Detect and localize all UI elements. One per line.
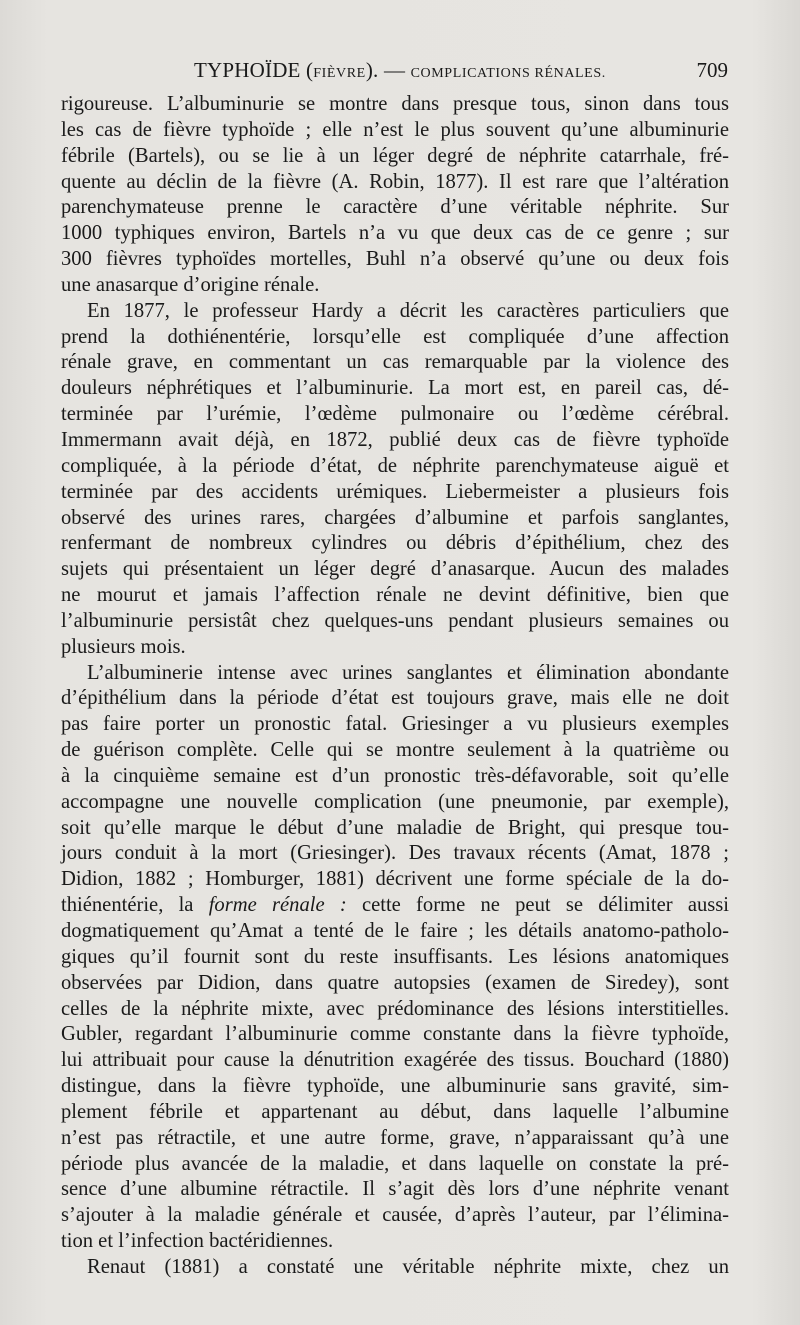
running-title-section: COMPLICATIONS RÉNALES.	[410, 66, 606, 81]
text-line: rigoureuse. L’albuminurie se montre dans presque tous, sinon dans tous	[61, 93, 729, 115]
text-line: sujets qui présentaient un léger degré d’anasarque. Aucun des malades	[61, 558, 729, 581]
text-line: Renaut (1881) a constaté une véritable néphrite mixte, chez un	[87, 1255, 729, 1278]
text-line: dogmatiquement qu’Amat a tenté de le faire ; les détails anatomo-patholo-	[61, 920, 729, 942]
text-line: ne mourut et jamais l’affection rénale ne devint définitive, bien que	[61, 584, 729, 607]
text-line: terminée par l’urémie, l’œdème pulmonaire ou l’œdème cérébral.	[61, 403, 729, 426]
italic-term: forme rénale :	[208, 894, 347, 917]
text-span: cette forme ne peut se délimiter aussi	[346, 894, 730, 917]
text-line: Gubler, regardant l’albuminurie comme constante dans la fièvre typhoïde,	[61, 1023, 729, 1046]
text-line: d’épithélium dans la période d’état est toujours grave, mais elle ne doit	[61, 687, 729, 710]
text-line: plusieurs mois.	[61, 635, 186, 658]
text-line: En 1877, le professeur Hardy a décrit les caractères particuliers que	[87, 299, 729, 322]
text-line: terminée par des accidents urémiques. Liebermeister a plusieurs fois	[61, 480, 729, 503]
text-line: Immermann avait déjà, en 1872, publié deux cas de fièvre typhoïde	[61, 428, 729, 451]
text-line: distingue, dans la fièvre typhoïde, une albuminurie sans gravité, sim-	[61, 1075, 729, 1098]
text-line: n’est pas rétractile, et une autre forme, grave, n’apparaissant qu’à une	[61, 1126, 729, 1149]
text-line: parenchymateuse prenne le caractère d’une véritable néphrite. Sur	[61, 196, 729, 219]
text-span: thiénentérie, la	[61, 894, 209, 917]
text-line: fébrile (Bartels), ou se lie à un léger degré de néphrite catarrhale, fré-	[61, 144, 729, 167]
text-line: l’albuminurie persistât chez quelques-uns pendant plusieurs semaines ou	[61, 609, 729, 632]
text-line: les cas de fièvre typhoïde ; elle n’est le plus souvent qu’une albuminurie	[61, 118, 729, 141]
text-line: s’ajouter à la maladie générale et causée, d’après l’auteur, par l’élimina-	[61, 1204, 729, 1227]
text-line: douleurs néphrétiques et l’albuminurie. La mort est, en pareil cas, dé-	[61, 377, 729, 400]
running-title-dash: —	[378, 58, 411, 82]
running-header	[62, 58, 728, 86]
text-line: renfermant de nombreux cylindres ou débris d’épithélium, chez des	[61, 532, 729, 555]
running-title-main: TYPHOÏDE (	[194, 58, 314, 82]
text-line: observé des urines rares, chargées d’albumine et parfois sanglantes,	[61, 506, 729, 529]
text-line: prend la dothiénentérie, lorsqu’elle est compliquée d’une affection	[61, 325, 729, 348]
text-line: quente au déclin de la fièvre (A. Robin, 1877). Il est rare que l’altération	[61, 170, 729, 193]
text-line: jours conduit à la mort (Griesinger). Des travaux récents (Amat, 1878 ;	[61, 842, 729, 865]
text-line: lui attribuait pour cause la dénutrition exagérée des tissus. Bouchard (1880)	[61, 1049, 729, 1072]
text-line: plement fébrile et appartenant au début, dans laquelle l’albumine	[61, 1100, 729, 1123]
running-title-smallcaps: FIÈVRE	[313, 66, 366, 81]
running-title-close: ).	[365, 58, 379, 82]
text-line: 1000 typhiques environ, Bartels n’a vu que deux cas de ce genre ; sur	[61, 222, 729, 245]
text-line: à la cinquième semaine est d’un pronostic très-défavorable, soit qu’elle	[61, 764, 729, 787]
page-number: 709	[696, 58, 728, 82]
text-line: accompagne une nouvelle complication (une pneumonie, par exemple),	[61, 790, 729, 813]
text-line: pas faire porter un pronostic fatal. Griesinger a vu plusieurs exemples	[61, 713, 729, 736]
text-line: compliquée, à la période d’état, de néphrite parenchymateuse aiguë et	[61, 454, 729, 477]
text-line: celles de la néphrite mixte, avec prédominance des lésions interstitielles.	[61, 997, 729, 1020]
text-line: observées par Didion, dans quatre autopsies (examen de Siredey), sont	[61, 971, 729, 994]
text-line: de guérison complète. Celle qui se montre seulement à la quatrième ou	[61, 739, 729, 762]
text-line: sence d’une albumine rétractile. Il s’agit dès lors d’une néphrite venant	[61, 1178, 729, 1201]
text-line: giques qu’il fournit sont du reste insuffisants. Les lésions anatomiques	[61, 945, 729, 968]
text-line: tion et l’infection bactéridiennes.	[61, 1230, 334, 1253]
text-line: période plus avancée de la maladie, et dans laquelle on constate la pré-	[61, 1152, 729, 1175]
text-line: 300 fièvres typhoïdes mortelles, Buhl n’a observé qu’une ou deux fois	[61, 248, 729, 271]
body-text	[61, 92, 729, 1281]
text-line: soit qu’elle marque le début d’une maladie de Bright, qui presque tou-	[61, 816, 729, 839]
running-title	[194, 58, 606, 83]
text-line: rénale grave, en commentant un cas remarquable par la violence des	[61, 351, 729, 374]
text-line: L’albuminerie intense avec urines sanglantes et élimination abondante	[87, 661, 729, 684]
text-line: Didion, 1882 ; Homburger, 1881) décrivent une forme spéciale de la do-	[61, 868, 729, 891]
text-line-with-italic	[61, 893, 729, 919]
text-line: une anasarque d’origine rénale.	[61, 273, 320, 296]
